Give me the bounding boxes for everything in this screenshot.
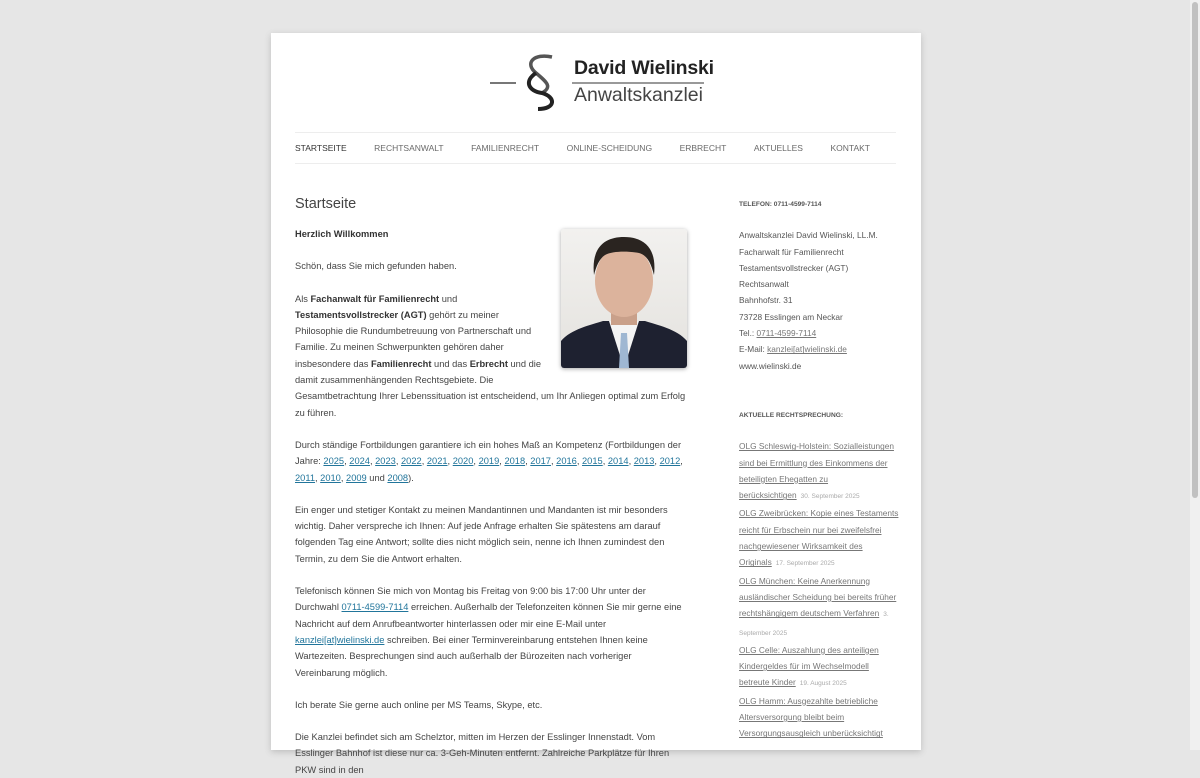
sidebar-phone-link[interactable]: 0711-4599-7114 [756, 328, 817, 339]
welcome-heading: Herzlich Willkommen [295, 229, 389, 239]
text: und [439, 293, 458, 304]
address-line: Testamentsvollstrecker (AGT) [739, 262, 849, 273]
year-link-2011[interactable]: 2011 [295, 472, 315, 483]
email-link[interactable]: kanzlei[at]wielinski.de [295, 634, 385, 645]
nav-erbrecht[interactable]: ERBRECHT [679, 143, 727, 153]
news-date: 3. September 2025 [739, 611, 889, 637]
main-nav [295, 132, 896, 164]
location-paragraph: Die Kanzlei befindet sich am Schelztor, mitten im Herzen der Esslinger Innenstadt. Vom Esslinger Bahnhof ist diese nur ca. 3-Geh-Minuten entfernt. Zahlreiche Parkplätze für Ihren PKW sind in den [295, 732, 670, 775]
logo-name: David Wielinski [574, 57, 714, 79]
news-link[interactable]: OLG Schleswig-Holstein: Sozialleistungen sind bei Ermittlung des Einkommens der beteiligten Ehegatten zu berücksichtigen [739, 441, 894, 501]
bold-text: Testamentsvollstrecker (AGT) [295, 309, 427, 320]
news-heading: AKTUELLE RECHTSPRECHUNG: [739, 411, 844, 419]
text: Telefonisch können Sie mich von Montag bis Freitag von 9:00 bis 17:00 Uhr unter der Durchwahl [295, 586, 646, 613]
address-line: Facharwalt für Familienrecht [739, 246, 844, 257]
logo-subtitle: Anwaltskanzlei [574, 84, 703, 106]
year-link-2009[interactable]: 2009 [346, 472, 367, 483]
contact-promise-paragraph: Ein enger und stetiger Kontakt zu meinen Mandantinnen und Mandanten ist mir besonders wichtig. Daher verspreche ich Ihnen: Auf jede Anfrage erhalten Sie spätestens am darauf folgenden Tag eine Antwort; sollte dies nicht möglich sein, nenne ich Ihnen zumindest den Termin, zu dem Sie die Antwort erhalten. [295, 504, 668, 564]
portrait-image [561, 229, 687, 368]
nav-online-scheidung[interactable]: ONLINE-SCHEIDUNG [566, 143, 653, 153]
intro-text: Schön, dass Sie mich gefunden haben. [295, 261, 457, 272]
website-text: www.wielinski.de [739, 360, 802, 371]
page-container [271, 33, 921, 775]
news-date: 17. September 2025 [775, 560, 835, 568]
year-link-2008[interactable]: 2008 [387, 472, 409, 483]
bold-text: Erbrecht [469, 358, 508, 369]
year-link-2025[interactable]: 2025 [323, 456, 345, 467]
text: und [366, 472, 388, 483]
text: Als [295, 293, 311, 304]
bold-text: Familienrecht [370, 358, 432, 369]
news-item [739, 573, 899, 642]
year-link-2023[interactable]: 2023 [375, 456, 396, 467]
scrollbar-thumb[interactable] [1192, 2, 1198, 498]
training-paragraph [295, 437, 687, 486]
phone-hours-paragraph [295, 583, 687, 681]
news-link[interactable]: OLG Celle: Auszahlung des anteiligen Kindergeldes für im Wechselmodell betreute Kinder [739, 644, 879, 688]
news-link[interactable]: OLG Zweibrücken: Kopie eines Testaments reicht für Erbschein nur bei zweifelsfrei nachgewiesener Wirksamkeit des Originals [739, 508, 899, 568]
text: gehört zu meiner Philosophie die Rundumbetreuung von Partnerschaft und Familie. Zu meinen Schwerpunkten gehören daher insbesondere das [295, 309, 532, 369]
news-item [739, 642, 899, 693]
bold-text: Fachanwalt für Familienrecht [310, 293, 440, 304]
email-label: E-Mail: [739, 344, 768, 355]
news-link[interactable]: OLG München: Keine Anerkennung ausländischer Scheidung bei bereits früher rechtshängigem deutschem Verfahren [739, 575, 897, 619]
text: erreichen. Außerhalb der Telefonzeiten können Sie mir gerne eine Nachricht auf dem Anrufbeantworter hinterlassen oder mir eine E-Mail unter [295, 602, 682, 629]
nav-familienrecht[interactable]: FAMILIENRECHT [471, 143, 540, 153]
year-link-2012[interactable]: 2012 [659, 456, 681, 467]
sidebar [739, 193, 899, 742]
nav-aktuelles[interactable]: AKTUELLES [753, 143, 803, 153]
year-link-2020[interactable]: 2020 [452, 456, 474, 467]
address-line: 73728 Esslingen am Neckar [739, 311, 843, 322]
news-item [739, 438, 899, 505]
tel-label: Tel.: [739, 328, 757, 339]
address-line: Rechtsanwalt [739, 279, 789, 290]
year-link-2015[interactable]: 2015 [582, 456, 603, 467]
year-link-2022[interactable]: 2022 [401, 456, 422, 467]
phone-heading: TELEFON: 0711-4599-7114 [739, 201, 822, 208]
nav-kontakt[interactable]: KONTAKT [830, 143, 870, 153]
nav-rechtsanwalt[interactable]: RECHTSANWALT [374, 143, 444, 153]
year-link-2018[interactable]: 2018 [504, 456, 526, 467]
year-link-2021[interactable]: 2021 [426, 456, 448, 467]
address-line: Anwaltskanzlei David Wielinski, LL.M. [739, 230, 878, 241]
news-link[interactable]: OLG Hamm: Ausgezahlte betriebliche Altersversorgung bleibt beim Versorgungsausgleich unberücksichtigt [739, 695, 883, 739]
year-link-2010[interactable]: 2010 [320, 472, 341, 483]
page-title: Startseite [295, 196, 357, 212]
news-list [739, 438, 899, 741]
address-block [739, 227, 899, 374]
news-date: 30. September 2025 [800, 493, 860, 501]
address-line: Bahnhofstr. 31 [739, 295, 793, 306]
phone-link[interactable]: 0711-4599-7114 [341, 602, 409, 613]
news-item [739, 693, 899, 742]
sidebar-email-link[interactable]: kanzlei[at]wielinski.de [767, 344, 847, 355]
year-link-2024[interactable]: 2024 [349, 456, 370, 467]
year-link-2016[interactable]: 2016 [556, 456, 577, 467]
portrait-photo [561, 229, 687, 368]
text: schreiben. Bei einer Terminvereinbarung entstehen Ihnen keine Wartezeiten. Besprechungen sind auch außerhalb der Bürozeiten nach vorheriger Vereinbarung möglich. [295, 634, 648, 678]
text: Durch ständige Fortbildungen garantiere ich ein hohes Maß an Kompetenz (Fortbildungen der Jahre: [295, 439, 682, 467]
year-link-2019[interactable]: 2019 [478, 456, 500, 467]
text: und die damit zusammenhängenden Rechtsgebiete. Die Gesamtbetrachtung Ihrer Lebenssituation ist entscheidend, um Ihr Anliegen optimal zum Erfolg zu führen. [295, 358, 686, 418]
news-item [739, 505, 899, 572]
logo-dash [490, 82, 516, 84]
main-content [295, 193, 687, 778]
year-link-2013[interactable]: 2013 [633, 456, 655, 467]
site-logo[interactable] [490, 53, 714, 113]
year-link-2014[interactable]: 2014 [607, 456, 629, 467]
nav-startseite[interactable]: STARTSEITE [295, 143, 347, 153]
scrollbar[interactable] [1190, 0, 1200, 750]
year-links: 2025, 2024, 2023, 2022, 2021, 2020, 2019, 2018, 2017, 2016, 2015, 2014, 2013, 2012, 2011, 2010, 2009 [295, 456, 683, 483]
section-sign-icon [522, 53, 562, 113]
year-link-2017[interactable]: 2017 [530, 456, 551, 467]
news-date: 19. August 2025 [799, 680, 847, 688]
text: ). [408, 472, 414, 483]
online-consult-paragraph: Ich berate Sie gerne auch online per MS Teams, Skype, etc. [295, 699, 543, 710]
text: und das [431, 358, 470, 369]
